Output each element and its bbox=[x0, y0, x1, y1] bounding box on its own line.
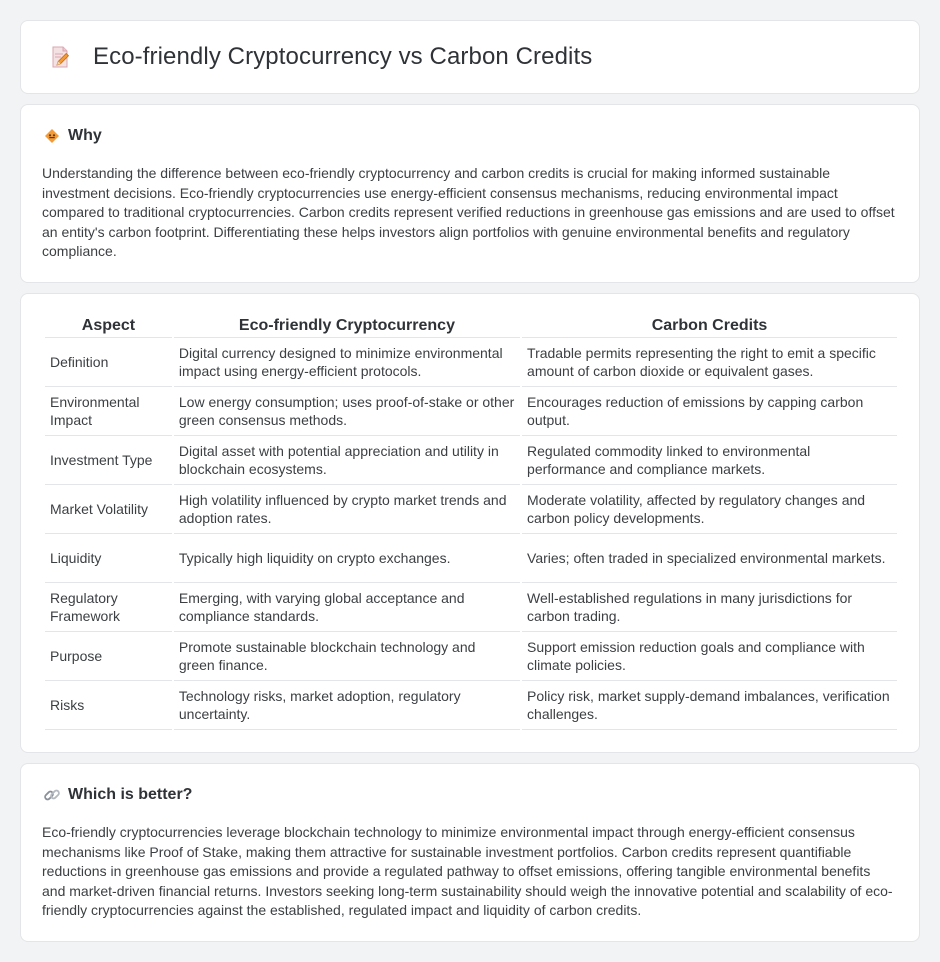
carbon-credits-cell: Regulated commodity linked to environmental performance and compliance markets. bbox=[522, 436, 897, 485]
carbon-credits-cell: Tradable permits representing the right to emit a specific amount of carbon dioxide or equivalent gases. bbox=[522, 338, 897, 387]
why-section bbox=[20, 104, 920, 283]
eco-crypto-cell: High volatility influenced by crypto market trends and adoption rates. bbox=[174, 485, 520, 534]
eco-crypto-cell: Typically high liquidity on crypto exchanges. bbox=[174, 534, 520, 583]
table-row bbox=[45, 681, 897, 730]
comparison-table bbox=[43, 316, 899, 730]
aspect-cell: Risks bbox=[45, 681, 172, 730]
page-title: Eco-friendly Cryptocurrency vs Carbon Credits bbox=[93, 43, 593, 70]
aspect-cell: Investment Type bbox=[45, 436, 172, 485]
carbon-credits-cell: Well-established regulations in many jurisdictions for carbon trading. bbox=[522, 583, 897, 632]
why-title: Why bbox=[68, 127, 102, 144]
table-header-row bbox=[45, 316, 897, 338]
eco-crypto-cell: Digital currency designed to minimize environmental impact using energy-efficient protocols. bbox=[174, 338, 520, 387]
eco-crypto-cell: Low energy consumption; uses proof-of-stake or other green consensus methods. bbox=[174, 387, 520, 436]
aspect-cell: Liquidity bbox=[45, 534, 172, 583]
carbon-credits-cell: Encourages reduction of emissions by capping carbon output. bbox=[522, 387, 897, 436]
carbon-credits-cell: Moderate volatility, affected by regulatory changes and carbon policy developments. bbox=[522, 485, 897, 534]
table-row bbox=[45, 338, 897, 387]
carbon-credits-cell: Varies; often traded in specialized environmental markets. bbox=[522, 534, 897, 583]
table-row bbox=[45, 436, 897, 485]
which-is-better-section bbox=[20, 763, 920, 942]
carbon-credits-cell: Support emission reduction goals and compliance with climate policies. bbox=[522, 632, 897, 681]
diamond-sign-icon bbox=[43, 127, 61, 145]
eco-crypto-cell: Emerging, with varying global acceptance and compliance standards. bbox=[174, 583, 520, 632]
eco-crypto-cell: Technology risks, market adoption, regulatory uncertainty. bbox=[174, 681, 520, 730]
better-body: Eco-friendly cryptocurrencies leverage blockchain technology to minimize environmental impact through energy-efficient consensus mechanisms like Proof of Stake, making them attractive for sustainable investment portfolios. Carbon credits represent quantifiable reductions in greenhouse gas emissions and provide a regulated pathway to offset emissions, offering tangible environmental benefits and market-driven financial returns. Investors seeking long-term sustainability should weigh the innovative potential and scalability of eco-friendly cryptocurrencies against the established, regulated impact and liquidity of carbon credits. bbox=[42, 824, 893, 919]
table-row bbox=[45, 632, 897, 681]
aspect-cell: Environmental Impact bbox=[45, 387, 172, 436]
comparison-table-card bbox=[20, 293, 920, 753]
column-header-aspect: Aspect bbox=[45, 316, 172, 338]
column-header-eco-crypto: Eco-friendly Cryptocurrency bbox=[174, 316, 520, 338]
why-body: Understanding the difference between eco-friendly cryptocurrency and carbon credits is crucial for making informed sustainable investment decisions. Eco-friendly cryptocurrencies use energy-efficient consensus mechanisms, reducing environmental impact compared to traditional cryptocurrencies. Carbon credits represent verified reductions in greenhouse gas emissions and are used to offset an entity's carbon footprint. Differentiating these helps investors align portfolios with genuine environmental benefits and regulatory compliance. bbox=[42, 165, 895, 260]
aspect-cell: Definition bbox=[45, 338, 172, 387]
aspect-cell: Purpose bbox=[45, 632, 172, 681]
table-row bbox=[45, 387, 897, 436]
column-header-carbon-credits: Carbon Credits bbox=[522, 316, 897, 338]
carbon-credits-cell: Policy risk, market supply-demand imbalances, verification challenges. bbox=[522, 681, 897, 730]
table-row bbox=[45, 485, 897, 534]
aspect-cell: Regulatory Framework bbox=[45, 583, 172, 632]
link-icon bbox=[43, 786, 61, 804]
aspect-cell: Market Volatility bbox=[45, 485, 172, 534]
eco-crypto-cell: Promote sustainable blockchain technology and green finance. bbox=[174, 632, 520, 681]
document-pencil-icon bbox=[47, 44, 73, 70]
better-title: Which is better? bbox=[68, 786, 193, 803]
table-row bbox=[45, 583, 897, 632]
table-row bbox=[45, 534, 897, 583]
eco-crypto-cell: Digital asset with potential appreciation and utility in blockchain ecosystems. bbox=[174, 436, 520, 485]
header-card bbox=[20, 20, 920, 94]
